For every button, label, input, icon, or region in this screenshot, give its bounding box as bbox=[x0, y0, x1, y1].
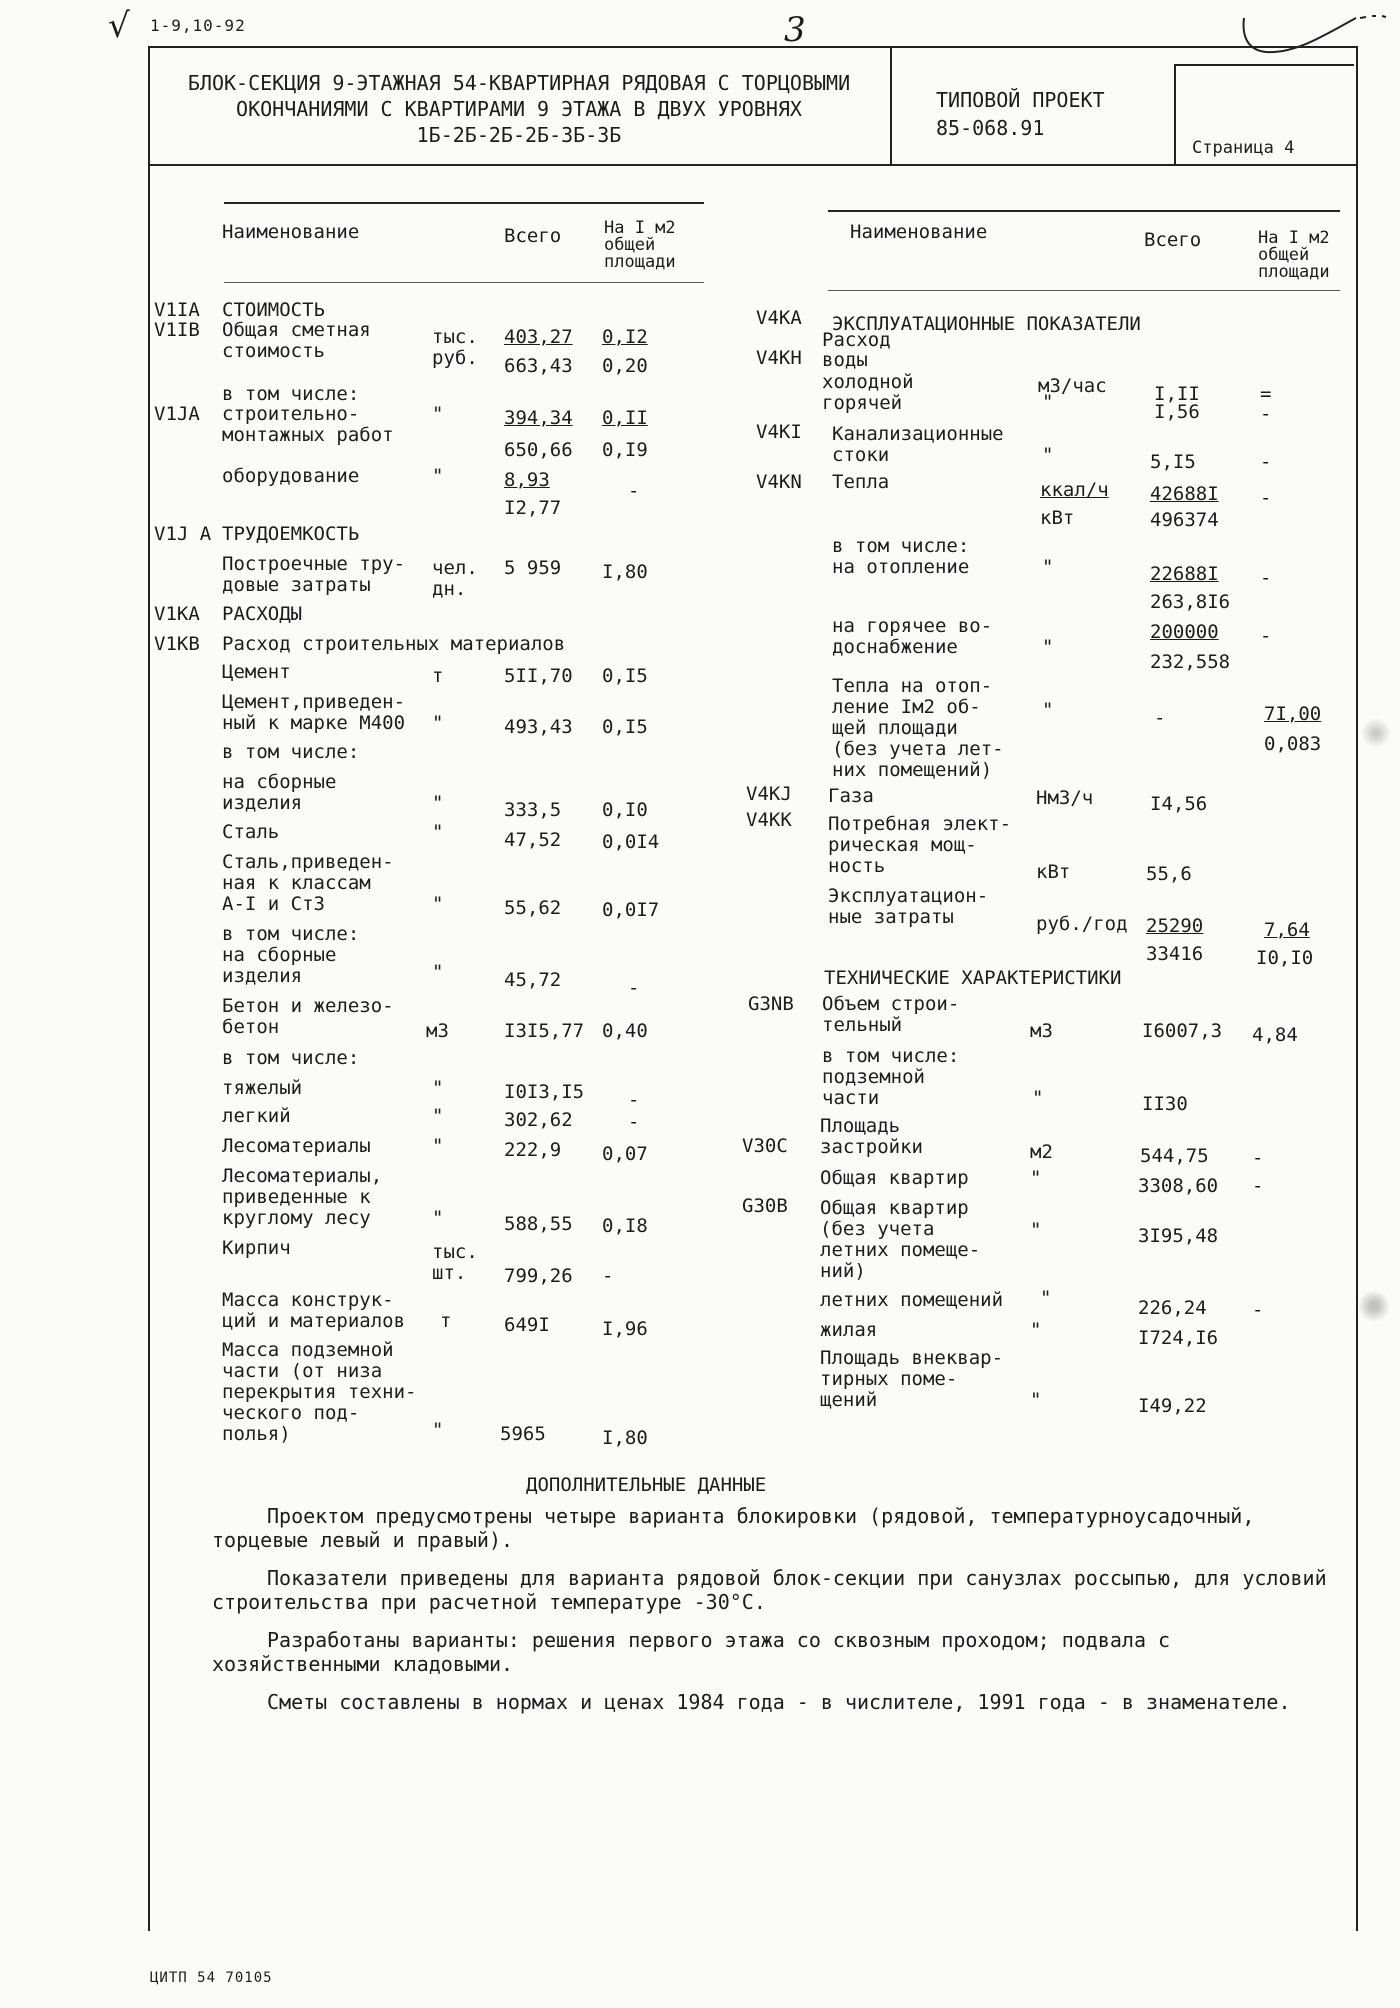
right-cell-e1-n3: холодной bbox=[822, 371, 914, 393]
left-cell-m13-n2: приведенные к bbox=[222, 1186, 371, 1208]
left-cell-m10-u: " bbox=[432, 1077, 444, 1099]
left-cell-c3-t1: 8,93 bbox=[504, 469, 550, 491]
left-cell-m2-n1: Цемент,приведен- bbox=[222, 691, 406, 713]
right-cell-e2-u: " bbox=[1042, 444, 1054, 466]
right-cell-h8-n1: Площадь внеквар- bbox=[820, 1347, 1004, 1369]
left-table-top-rule bbox=[224, 202, 704, 204]
right-cell-e6-n3: щей площади bbox=[832, 717, 958, 739]
left-cell-m10-n: тяжелый bbox=[222, 1077, 303, 1099]
right-cell-h5-n4: ний) bbox=[820, 1260, 866, 1282]
right-cell-h5-u: " bbox=[1030, 1219, 1042, 1241]
left-cell-m8-n1: Бетон и железо- bbox=[222, 995, 394, 1017]
left-cell-m9-n: в том числе: bbox=[222, 1047, 360, 1069]
left-cell-m15-t: 649I bbox=[504, 1314, 550, 1336]
right-cell-e8-code: V4KK bbox=[746, 809, 792, 831]
right-cell-e4-n1: в том числе: bbox=[832, 535, 970, 557]
left-cell-m6-t: 55,62 bbox=[504, 897, 562, 919]
right-cell-e1-n2: воды bbox=[822, 349, 868, 371]
header-divider-stub bbox=[1174, 64, 1354, 66]
left-cell-m6-u: " bbox=[432, 893, 444, 915]
left-cell-c-head: СТОИМОСТЬ bbox=[222, 299, 325, 321]
right-cell-h4-p: - bbox=[1252, 1175, 1264, 1197]
right-cell-e1-n1: Расход bbox=[822, 329, 891, 351]
right-cell-e3-t2: 496374 bbox=[1150, 509, 1219, 531]
left-cell-m13-u: " bbox=[432, 1207, 444, 1229]
right-cell-e-head: ЭКСПЛУАТАЦИОННЫЕ ПОКАЗАТЕЛИ bbox=[832, 313, 1141, 335]
right-cell-e6-p1: 7I,00 bbox=[1264, 703, 1322, 725]
right-cell-e1-t1: I,II bbox=[1154, 383, 1200, 405]
left-cell-m11-u: " bbox=[432, 1105, 444, 1127]
header-title-line: ОКОНЧАНИЯМИ С КВАРТИРАМИ 9 ЭТАЖА В ДВУХ УРОВНЯХ bbox=[236, 97, 802, 121]
right-table-header-rule bbox=[828, 290, 1340, 291]
right-cell-e9-t2: 33416 bbox=[1146, 943, 1204, 965]
right-cell-e3-t1: 42688I bbox=[1150, 483, 1219, 505]
right-cell-e1-t2: I,56 bbox=[1154, 401, 1200, 423]
right-cell-h6-u: " bbox=[1040, 1287, 1052, 1309]
right-cell-h3-u: м2 bbox=[1030, 1141, 1053, 1163]
left-cell-m14-n: Кирпич bbox=[222, 1237, 291, 1259]
left-cell-c1-code: V1IB bbox=[154, 319, 200, 341]
right-cell-h5-n1: Общая квартир bbox=[820, 1197, 969, 1219]
left-cell-c3-p1: - bbox=[628, 480, 640, 502]
left-cell-m16-u: " bbox=[432, 1419, 444, 1441]
right-cell-e9-n1: Эксплуатацион- bbox=[828, 885, 989, 907]
left-cell-m6-n3: А-I и Ст3 bbox=[222, 893, 325, 915]
right-cell-e5-p: - bbox=[1260, 625, 1272, 647]
left-cell-m7-n3: изделия bbox=[222, 965, 303, 987]
right-cell-h4-u: " bbox=[1030, 1167, 1042, 1189]
left-cell-m10-p: - bbox=[628, 1089, 640, 1111]
right-cell-e1-u1: м3/час bbox=[1038, 375, 1107, 397]
left-cell-m15-n2: ций и материалов bbox=[222, 1310, 406, 1332]
left-cell-m2-t: 493,43 bbox=[504, 716, 573, 738]
right-cell-h4-n: Общая квартир bbox=[820, 1167, 969, 1189]
header-title-line: БЛОК-СЕКЦИЯ 9-ЭТАЖНАЯ 54-КВАРТИРНАЯ РЯДОВАЯ С ТОРЦОВЫМИ bbox=[187, 71, 851, 95]
extra-paragraph: Разработаны варианты: решения первого этажа со сквозным проходом; подвала с хозяйственными кладовыми. bbox=[212, 1628, 1171, 1676]
right-cell-e1-code: V4KH bbox=[756, 347, 802, 369]
left-cell-m6-p: 0,0I7 bbox=[602, 899, 660, 921]
left-cell-l-code: V1J A bbox=[154, 523, 212, 545]
right-cell-h3-p: - bbox=[1252, 1147, 1264, 1169]
right-cell-e9-p1: 7,64 bbox=[1264, 919, 1310, 941]
right-cell-h2-n1: в том числе: bbox=[822, 1045, 960, 1067]
left-cell-m8-t: I3I5,77 bbox=[504, 1020, 585, 1042]
left-cell-m7-n1: в том числе: bbox=[222, 923, 360, 945]
right-cell-e5-t2: 232,558 bbox=[1150, 651, 1231, 673]
right-cell-h8-u: " bbox=[1030, 1389, 1042, 1411]
right-cell-e7-n: Газа bbox=[828, 785, 874, 807]
per-m2-line: На I м2 bbox=[1258, 228, 1330, 248]
right-cell-e6-n5: них помещений) bbox=[832, 759, 993, 781]
left-cell-m7-u: " bbox=[432, 961, 444, 983]
left-cell-m-code: V1KB bbox=[154, 633, 200, 655]
header-divider-2 bbox=[1174, 64, 1176, 166]
left-cell-c2-p1: 0,II bbox=[602, 407, 648, 429]
left-cell-c3-u: " bbox=[432, 465, 444, 487]
right-cell-h2-n2: подземной bbox=[822, 1066, 925, 1088]
right-cell-e6-n2: ление Iм2 об- bbox=[832, 696, 981, 718]
left-cell-c1-t1: 403,27 bbox=[504, 326, 573, 348]
left-cell-c-code: V1IA bbox=[154, 299, 200, 321]
left-cell-c1-u2: руб. bbox=[432, 347, 478, 369]
left-cell-l1-n1: Построечные тру- bbox=[222, 553, 406, 575]
left-cell-m12-t: 222,9 bbox=[504, 1139, 562, 1161]
left-col-per-m2-header bbox=[604, 220, 676, 271]
right-cell-e5-n2: доснабжение bbox=[832, 636, 958, 658]
right-cell-e4-p: - bbox=[1260, 567, 1272, 589]
per-m2-line: площади bbox=[1258, 262, 1330, 282]
left-cell-l1-u1: чел. bbox=[432, 557, 478, 579]
top-left-code: 1-9,10-92 bbox=[150, 16, 246, 35]
per-m2-line: общей bbox=[1258, 245, 1310, 265]
right-cell-h2-u: " bbox=[1032, 1087, 1044, 1109]
left-cell-m8-p: 0,40 bbox=[602, 1020, 648, 1042]
left-cell-m16-n3: перекрытия техни- bbox=[222, 1381, 417, 1403]
right-cell-e2-code: V4KI bbox=[756, 421, 802, 443]
left-cell-m4-n2: изделия bbox=[222, 792, 303, 814]
right-cell-h1-n2: тельный bbox=[822, 1014, 903, 1036]
right-cell-h1-p: 4,84 bbox=[1252, 1024, 1298, 1046]
right-cell-h2-n3: части bbox=[822, 1087, 880, 1109]
per-m2-line: На I м2 bbox=[604, 218, 676, 238]
right-cell-h6-n: летних помещений bbox=[820, 1289, 1004, 1311]
right-cell-e6-n4: (без учета лет- bbox=[832, 738, 1004, 760]
left-cell-m11-t: 302,62 bbox=[504, 1109, 573, 1131]
extra-title: ДОПОЛНИТЕЛЬНЫЕ ДАННЫЕ bbox=[526, 1474, 767, 1496]
right-cell-h8-n2: тирных поме- bbox=[820, 1368, 958, 1390]
left-cell-c1-u1: тыс. bbox=[432, 326, 478, 348]
left-cell-m4-u: " bbox=[432, 792, 444, 814]
left-cell-r-head: РАСХОДЫ bbox=[222, 603, 303, 625]
extra-paragraph: Сметы составлены в нормах и ценах 1984 года - в числителе, 1991 года - в знаменателе. bbox=[267, 1690, 1291, 1714]
left-cell-m11-p: - bbox=[628, 1111, 640, 1133]
left-cell-c1-p1: 0,I2 bbox=[602, 326, 648, 348]
left-cell-l1-n2: довые затраты bbox=[222, 574, 371, 596]
left-cell-m12-u: " bbox=[432, 1135, 444, 1157]
right-cell-h3-code: V30C bbox=[742, 1135, 788, 1157]
left-cell-m4-p: 0,I0 bbox=[602, 799, 648, 821]
left-cell-m15-n1: Масса конструк- bbox=[222, 1289, 394, 1311]
left-cell-m7-n2: на сборные bbox=[222, 944, 337, 966]
left-cell-c2-code: V1JA bbox=[154, 403, 200, 425]
header-title-line: 1Б-2Б-2Б-2Б-3Б-3Б bbox=[416, 123, 622, 147]
left-cell-m4-t: 333,5 bbox=[504, 799, 562, 821]
right-cell-h8-n3: щений bbox=[820, 1389, 878, 1411]
left-cell-c2-t1: 394,34 bbox=[504, 407, 573, 429]
right-cell-e4-u: " bbox=[1042, 556, 1054, 578]
right-cell-e8-n1: Потребная элект- bbox=[828, 813, 1012, 835]
right-cell-e3-u2: кВт bbox=[1040, 507, 1075, 529]
left-cell-m1-t: 5II,70 bbox=[504, 665, 573, 687]
right-cell-h3-n1: Площадь bbox=[820, 1115, 901, 1137]
left-cell-m3-n: в том числе: bbox=[222, 741, 360, 763]
left-table-header-rule bbox=[224, 282, 704, 283]
left-cell-m2-p: 0,I5 bbox=[602, 716, 648, 738]
left-cell-m2-n2: ный к марке М400 bbox=[222, 712, 406, 734]
right-cell-e6-u: " bbox=[1042, 699, 1054, 721]
left-cell-c2-t2: 650,66 bbox=[504, 439, 573, 461]
page-mark: 3 bbox=[784, 10, 806, 50]
left-cell-c2-p2: 0,I9 bbox=[602, 439, 648, 461]
right-col-total-header: Всего bbox=[1144, 229, 1202, 251]
per-m2-line: общей bbox=[604, 235, 656, 255]
left-cell-m16-p: I,80 bbox=[602, 1427, 648, 1449]
right-cell-e4-t1: 22688I bbox=[1150, 563, 1219, 585]
check-mark-icon: √ bbox=[108, 6, 130, 46]
scan-noise-icon bbox=[1354, 1288, 1394, 1324]
right-cell-h5-code: G30B bbox=[742, 1195, 788, 1217]
left-cell-m16-n5: полья) bbox=[222, 1423, 291, 1445]
right-cell-e7-u: Нм3/ч bbox=[1036, 787, 1094, 809]
left-cell-m8-u: м3 bbox=[426, 1020, 449, 1042]
left-cell-m15-p: I,96 bbox=[602, 1318, 648, 1340]
right-cell-e6-p2: 0,083 bbox=[1264, 733, 1322, 755]
right-cell-h1-n1: Объем строи- bbox=[822, 993, 960, 1015]
right-cell-h-head: ТЕХНИЧЕСКИЕ ХАРАКТЕРИСТИКИ bbox=[824, 967, 1122, 989]
scan-noise-icon bbox=[1356, 718, 1396, 748]
right-cell-e2-n1: Канализационные bbox=[832, 423, 1004, 445]
right-cell-e8-t: 55,6 bbox=[1146, 863, 1192, 885]
right-cell-e1-n4: горячей bbox=[822, 392, 903, 414]
left-cell-m8-n2: бетон bbox=[222, 1016, 280, 1038]
right-cell-h2-t: II30 bbox=[1142, 1093, 1188, 1115]
left-cell-m12-p: 0,07 bbox=[602, 1143, 648, 1165]
left-cell-c2-n2: монтажных работ bbox=[222, 424, 394, 446]
left-cell-l1-p: I,80 bbox=[602, 561, 648, 583]
left-cell-m5-n: Сталь bbox=[222, 821, 280, 843]
left-col-name-header: Наименование bbox=[222, 221, 360, 243]
right-col-name-header: Наименование bbox=[850, 221, 988, 243]
right-cell-e3-u1: ккал/ч bbox=[1040, 479, 1109, 501]
right-cell-e9-p2: I0,I0 bbox=[1256, 947, 1314, 969]
extra-paragraphs bbox=[212, 1504, 1332, 1728]
right-cell-e2-n2: стоки bbox=[832, 444, 890, 466]
right-cell-h6-p: - bbox=[1252, 1299, 1264, 1321]
right-cell-e9-t1: 25290 bbox=[1146, 915, 1204, 937]
left-cell-m5-u: " bbox=[432, 821, 444, 843]
right-cell-e3-code: V4KN bbox=[756, 471, 802, 493]
left-cell-l1-t: 5 959 bbox=[504, 557, 562, 579]
left-cell-m5-p: 0,0I4 bbox=[602, 831, 660, 853]
right-cell-e5-u: " bbox=[1042, 636, 1054, 658]
left-cell-m16-n2: части (от низа bbox=[222, 1360, 383, 1382]
right-cell-h7-t: I724,I6 bbox=[1138, 1327, 1219, 1349]
left-cell-c3-t2: I2,77 bbox=[504, 497, 562, 519]
left-cell-m1-n: Цемент bbox=[222, 661, 291, 683]
right-cell-e6-t: - bbox=[1154, 707, 1166, 729]
left-cell-m2-u: " bbox=[432, 712, 444, 734]
left-cell-m11-n: легкий bbox=[222, 1105, 291, 1127]
right-cell-h3-n2: застройки bbox=[820, 1136, 923, 1158]
left-cell-m14-u1: тыс. bbox=[432, 1241, 478, 1263]
left-cell-m13-t: 588,55 bbox=[504, 1213, 573, 1235]
left-cell-m1-u: т bbox=[432, 665, 444, 687]
project-label: ТИПОВОЙ ПРОЕКТ bbox=[936, 88, 1105, 112]
left-cell-m1-p: 0,I5 bbox=[602, 665, 648, 687]
left-cell-m13-p: 0,I8 bbox=[602, 1215, 648, 1237]
left-cell-m13-n1: Лесоматериалы, bbox=[222, 1165, 383, 1187]
left-cell-m13-n3: круглому лесу bbox=[222, 1207, 371, 1229]
right-cell-h3-t: 544,75 bbox=[1140, 1145, 1209, 1167]
per-m2-line: площади bbox=[604, 252, 676, 272]
right-cell-e6-n1: Тепла на отоп- bbox=[832, 675, 993, 697]
right-cell-e1-u2: " bbox=[1042, 391, 1054, 413]
left-cell-m15-u: т bbox=[440, 1310, 452, 1332]
right-cell-e9-u: руб./год bbox=[1036, 913, 1128, 935]
right-col-per-m2-header bbox=[1258, 230, 1330, 281]
right-table-top-rule bbox=[828, 210, 1340, 212]
left-cell-m14-t: 799,26 bbox=[504, 1265, 573, 1287]
right-cell-h7-n: жилая bbox=[820, 1319, 878, 1341]
left-cell-m4-n1: на сборные bbox=[222, 771, 337, 793]
right-cell-h5-n3: летних помеще- bbox=[820, 1239, 981, 1261]
right-cell-e3-n: Тепла bbox=[832, 471, 890, 493]
left-cell-m10-t: I0I3,I5 bbox=[504, 1081, 585, 1103]
right-cell-e7-t: I4,56 bbox=[1150, 793, 1208, 815]
left-cell-m6-n2: ная к классам bbox=[222, 872, 371, 894]
extra-paragraph: Показатели приведены для варианта рядовой блок-секции при санузлах россыпью, для условий строительства при расчетной температуре -30°С. bbox=[212, 1566, 1327, 1614]
right-cell-h5-n2: (без учета bbox=[820, 1218, 935, 1240]
left-cell-m6-n1: Сталь,приведен- bbox=[222, 851, 394, 873]
left-cell-r-code: V1KA bbox=[154, 603, 200, 625]
left-cell-c2-u: " bbox=[432, 403, 444, 425]
right-cell-e8-n2: рическая мощ- bbox=[828, 834, 977, 856]
right-cell-e9-n2: ные затраты bbox=[828, 906, 954, 928]
right-cell-h1-t: I6007,3 bbox=[1142, 1020, 1223, 1042]
left-cell-m5-t: 47,52 bbox=[504, 829, 562, 851]
page-label: Страница 4 bbox=[1192, 138, 1295, 158]
footer-stamp: ЦИТП 54 70105 bbox=[150, 1970, 273, 1986]
right-cell-h8-t: I49,22 bbox=[1138, 1395, 1207, 1417]
right-cell-e2-p: - bbox=[1260, 451, 1272, 473]
right-cell-h1-code: G3NB bbox=[748, 993, 794, 1015]
right-cell-e5-n1: на горячее во- bbox=[832, 615, 993, 637]
right-cell-e1-p1: = bbox=[1260, 383, 1272, 405]
left-cell-c3-n: оборудование bbox=[222, 465, 360, 487]
right-cell-h5-t: 3I95,48 bbox=[1138, 1225, 1219, 1247]
left-cell-c2-n1: строительно- bbox=[222, 403, 360, 425]
right-cell-h7-u: " bbox=[1030, 1319, 1042, 1341]
left-cell-c1-p2: 0,20 bbox=[602, 355, 648, 377]
right-cell-h4-t: 3308,60 bbox=[1138, 1175, 1219, 1197]
left-cell-m-head: Расход строительных материалов bbox=[222, 633, 566, 655]
left-cell-m16-t: 5965 bbox=[500, 1423, 546, 1445]
right-cell-e7-code: V4KJ bbox=[746, 783, 792, 805]
left-cell-m7-p: - bbox=[628, 977, 640, 999]
right-cell-h1-u: м3 bbox=[1030, 1020, 1053, 1042]
left-cell-c1-t2: 663,43 bbox=[504, 355, 573, 377]
left-cell-m14-p: - bbox=[602, 1265, 614, 1287]
right-cell-e1-p2: - bbox=[1260, 403, 1272, 425]
right-cell-e3-p: - bbox=[1260, 487, 1272, 509]
right-cell-e4-t2: 263,8I6 bbox=[1150, 591, 1231, 613]
header-title bbox=[150, 70, 888, 148]
left-col-total-header: Всего bbox=[504, 225, 562, 247]
right-cell-e5-t1: 200000 bbox=[1150, 621, 1219, 643]
right-cell-e4-n2: на отопление bbox=[832, 556, 970, 578]
project-number: 85-068.91 bbox=[936, 116, 1045, 140]
left-cell-c1-n1: Общая сметная bbox=[222, 319, 371, 341]
right-cell-e2-t: 5,I5 bbox=[1150, 451, 1196, 473]
left-cell-c2-n0: в том числе: bbox=[222, 383, 360, 405]
header-divider-1 bbox=[890, 46, 892, 166]
left-cell-m14-u2: шт. bbox=[432, 1262, 467, 1284]
left-cell-m12-n: Лесоматериалы bbox=[222, 1135, 371, 1157]
right-cell-e-code: V4KA bbox=[756, 307, 802, 329]
left-cell-l-head: ТРУДОЕМКОСТЬ bbox=[222, 523, 360, 545]
right-cell-e8-u: кВт bbox=[1036, 861, 1071, 883]
right-cell-h6-t: 226,24 bbox=[1138, 1297, 1207, 1319]
left-cell-m16-n4: ческого под- bbox=[222, 1402, 360, 1424]
extra-paragraph: Проектом предусмотрены четыре варианта блокировки (рядовой, температурноусадочный, торцевые левый и правый). bbox=[212, 1504, 1255, 1552]
left-cell-l1-u2: дн. bbox=[432, 578, 467, 600]
left-cell-m7-t: 45,72 bbox=[504, 969, 562, 991]
left-cell-m16-n1: Масса подземной bbox=[222, 1339, 394, 1361]
left-cell-c1-n2: стоимость bbox=[222, 340, 325, 362]
right-cell-e8-n3: ность bbox=[828, 855, 886, 877]
